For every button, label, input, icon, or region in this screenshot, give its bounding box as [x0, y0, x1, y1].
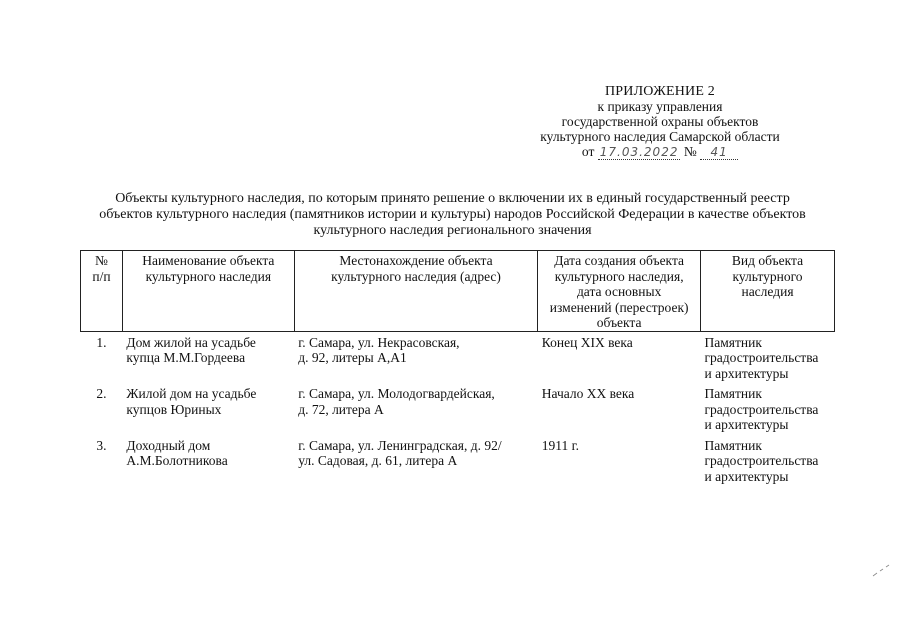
appendix-line-1: к приказу управления	[597, 99, 723, 114]
row-name: Дом жилой на усадьбе купца М.М.Гордеева	[126, 334, 256, 365]
header-kind: Вид объекта культурного наследия	[701, 251, 835, 332]
header-address: Местонахождение объекта культурного наследия (адрес)	[294, 251, 538, 332]
row-kind: Памятник градостроительства и архитектуры	[704, 386, 819, 432]
appendix-line-2: государственной охраны объектов	[561, 114, 759, 129]
row-number: 1.	[96, 334, 107, 350]
row-number: 2.	[96, 386, 107, 401]
heading-line-1: Объекты культурного наследия, по которым принято решение о включении их в единый государственный реестр	[115, 191, 790, 206]
header-number: № п/п	[81, 251, 123, 332]
appendix-line-3: культурного наследия Самарской области	[540, 129, 780, 144]
row-address: г. Самара, ул. Некрасовская, д. 92, литеры А,А1	[298, 334, 460, 365]
appendix-title: ПРИЛОЖЕНИЕ 2	[604, 84, 716, 99]
header-name: Наименование объекта культурного наследия	[122, 251, 294, 332]
table-header-row	[81, 251, 835, 332]
order-number-handwritten: 41	[700, 146, 738, 160]
row-address: г. Самара, ул. Молодогвардейская, д. 72, литера А	[298, 386, 495, 417]
row-address: г. Самара, ул. Ленинградская, д. 92/ ул. Садовая, д. 61, литера А	[298, 437, 502, 468]
appendix-block	[520, 84, 800, 160]
number-prefix: №	[683, 144, 697, 159]
row-name: Жилой дом на усадьбе купцов Юриных	[126, 386, 257, 417]
row-number: 3.	[96, 437, 107, 453]
table-row	[81, 383, 835, 435]
table-row	[81, 435, 835, 487]
document-heading	[70, 191, 835, 239]
heading-line-2: объектов культурного наследия (памятников истории и культуры) народов Российской Федерации в качестве объектов	[99, 207, 806, 222]
row-date: 1911 г.	[541, 437, 580, 453]
scan-artifact-marks	[871, 560, 895, 580]
heading-line-3: культурного наследия регионального значения	[313, 223, 592, 238]
order-date-line	[520, 144, 800, 160]
row-kind: Памятник градостроительства и архитектуры	[704, 334, 819, 381]
order-date-handwritten: 17.03.2022	[599, 145, 679, 159]
row-kind: Памятник градостроительства и архитектуры	[704, 437, 819, 484]
row-name: Доходный дом А.М.Болотникова	[126, 437, 228, 468]
date-prefix: от	[581, 144, 595, 159]
heritage-objects-table	[80, 250, 835, 486]
row-date: Начало XX века	[541, 386, 635, 401]
header-date: Дата создания объекта культурного наследия, дата основных изменений (перестроек) объекта	[538, 251, 701, 332]
table-row	[81, 331, 835, 383]
row-date: Конец XIX века	[541, 334, 633, 350]
